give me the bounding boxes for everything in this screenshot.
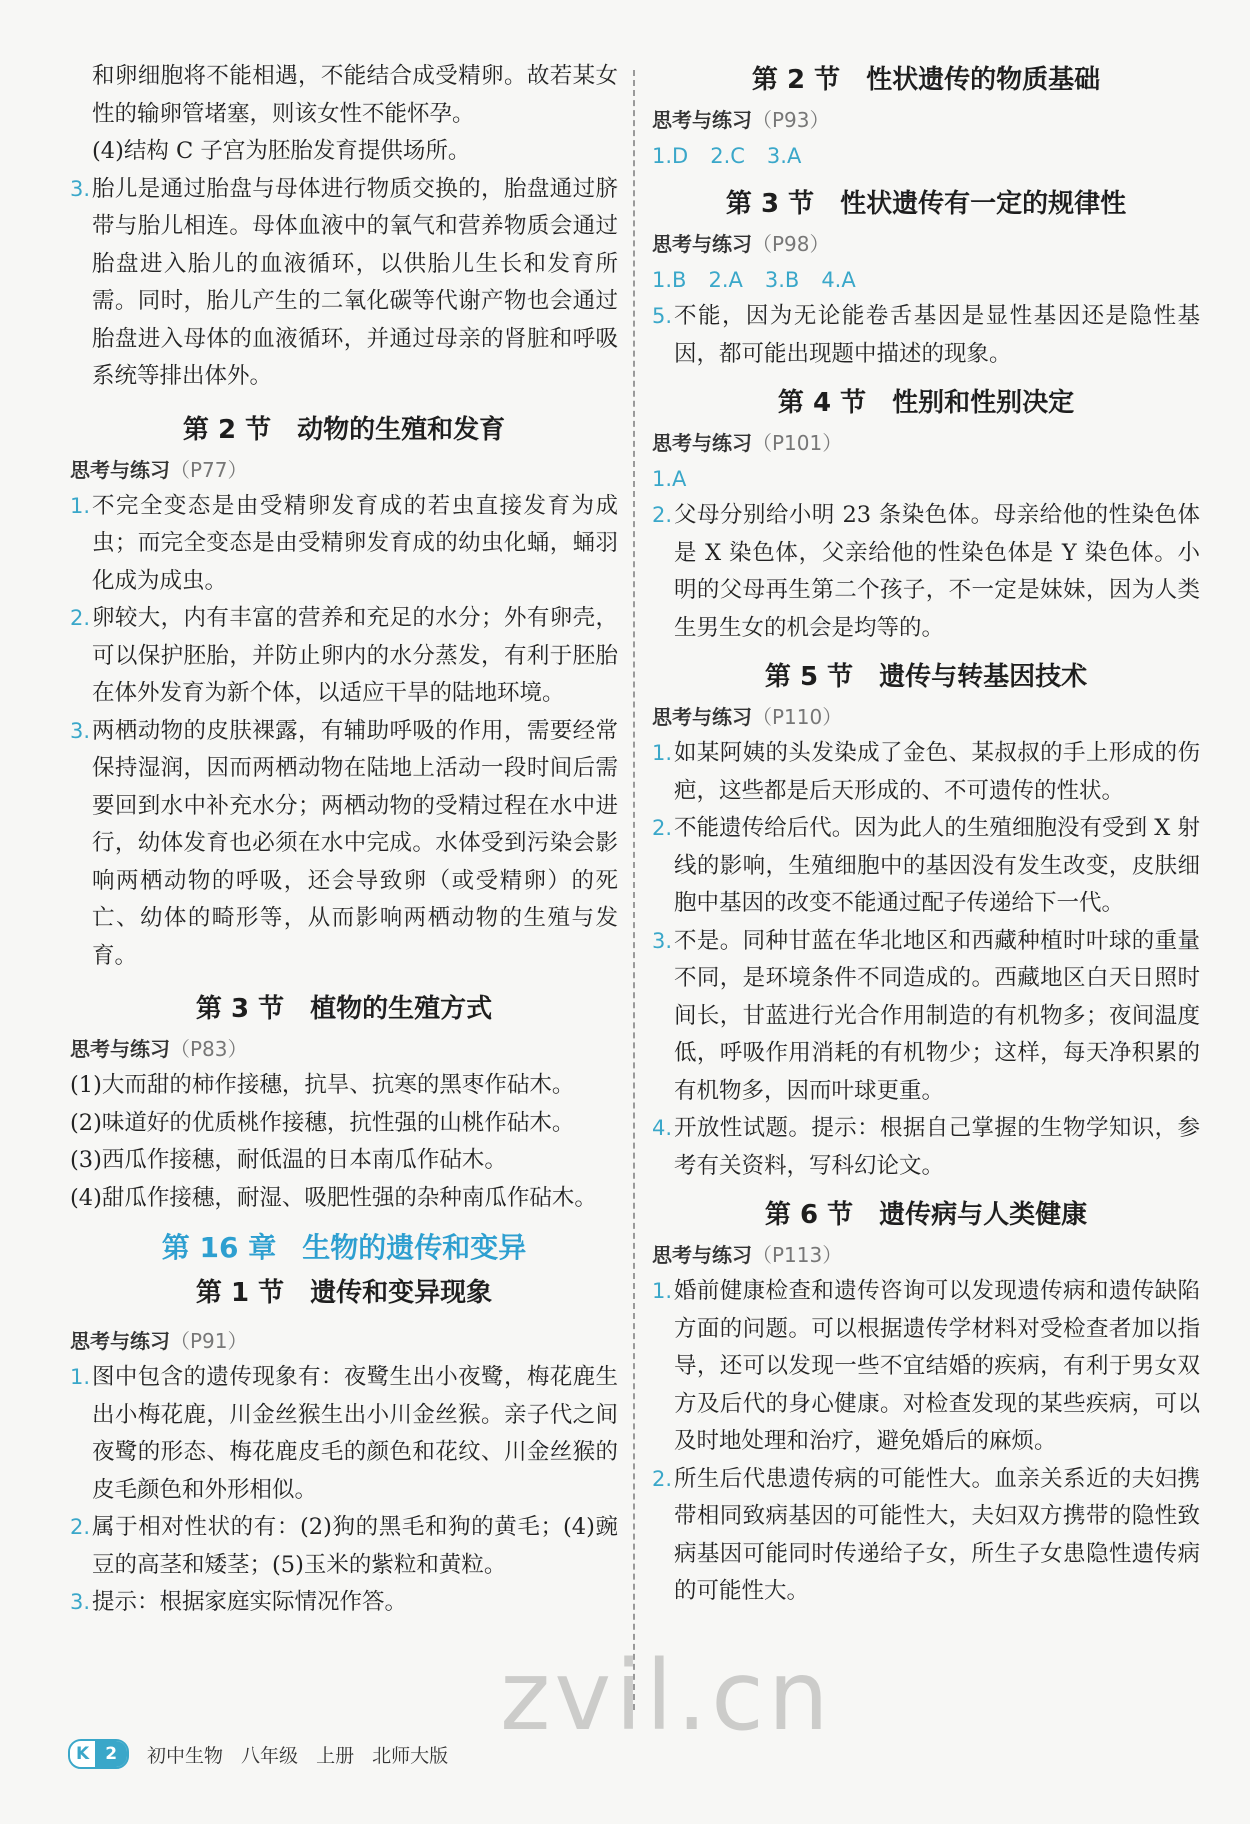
question-item: 3. 提示：根据家庭实际情况作答。 <box>70 1589 408 1615</box>
question-item: 1. 如某阿姨的头发染成了金色、某叔叔的手上形成的伤疤，这些都是后天形成的、不可遗传的性状。 <box>652 740 1200 804</box>
practice-label: 思考与练习（P101） <box>652 431 843 455</box>
practice-label: 思考与练习（P93） <box>652 108 830 132</box>
section-title: 第 5 节 遗传与转基因技术 <box>764 662 1088 692</box>
question-item: 3. 胎儿是通过胎盘与母体进行物质交换的，胎盘通过脐带与胎儿相连。母体血液中的氧气和营养物质会通过胎盘进入胎儿的血液循环，以供胎儿生长和发育所需。同时，胎儿产生的二氧化碳等代谢产物也会通过胎盘进入母体的血液循环，并通过母亲的肾脏和呼吸系统等排出体外。 <box>70 175 618 389</box>
answer-line: (1)大而甜的柿作接穗，抗旱、抗寒的黑枣作砧木。 <box>70 1072 575 1098</box>
question-item: 2. 父母分别给小明 23 条染色体。母亲给他的性染色体是 X 染色体，父亲给他的性染色体是 Y 染色体。小明的父母再生第二个孩子，不一定是妹妹，因为人类生男生女的机会是均等的。 <box>652 502 1200 641</box>
question-item: 5. 不能，因为无论能卷舌基因是显性基因还是隐性基因，都可能出现题中描述的现象。 <box>652 303 1200 367</box>
practice-label: 思考与练习（P110） <box>652 705 843 729</box>
question-item: 1. 图中包含的遗传现象有：夜鹭生出小夜鹭，梅花鹿生出小梅花鹿，川金丝猴生出小川金丝猴。亲子代之间夜鹭的形态、梅花鹿皮毛的颜色和花纹、川金丝猴的皮毛颜色和外形相似。 <box>70 1364 618 1503</box>
choice-answers: 1.D 2.C 3.A <box>652 144 802 168</box>
practice-label: 思考与练习（P83） <box>70 1037 248 1061</box>
practice-label: 思考与练习（P91） <box>70 1329 248 1353</box>
question-item: 2. 卵较大，内有丰富的营养和充足的水分；外有卵壳，可以保护胚胎，并防止卵内的水分蒸发，有利于胚胎在体外发育为新个体，以适应干旱的陆地环境。 <box>70 605 618 706</box>
left-column <box>70 58 618 1622</box>
intro-line: 和卵细胞将不能相遇，不能结合成受精卵。故若某女性的输卵管堵塞，则该女性不能怀孕。 <box>92 63 618 127</box>
subject-label: 初中生物 <box>147 1744 224 1767</box>
section-title: 第 6 节 遗传病与人类健康 <box>764 1200 1088 1230</box>
section-title: 第 4 节 性别和性别决定 <box>777 388 1075 418</box>
question-item: 4. 开放性试题。提示：根据自己掌握的生物学知识，参考有关资料，写科幻论文。 <box>652 1115 1200 1179</box>
right-column <box>652 58 1200 1611</box>
question-item: 2. 属于相对性状的有：(2)狗的黑毛和狗的黄毛；(4)豌豆的高茎和矮茎；(5)玉米的紫粒和黄粒。 <box>70 1514 618 1578</box>
answer-line: (4)甜瓜作接穗，耐湿、吸肥性强的杂种南瓜作砧木。 <box>70 1184 597 1211</box>
practice-label: 思考与练习（P98） <box>652 232 830 256</box>
section-title: 第 3 节 植物的生殖方式 <box>195 994 493 1024</box>
choice-answers: 1.B 2.A 3.B 4.A <box>652 268 856 292</box>
column-divider <box>633 70 635 1710</box>
practice-label: 思考与练习（P77） <box>70 457 248 482</box>
chapter-title: 第 16 章 生物的遗传和变异 <box>161 1231 527 1264</box>
page-number-badge <box>68 1739 129 1769</box>
section-title: 第 2 节 动物的生殖和发育 <box>182 414 506 445</box>
question-item: 2. 所生后代患遗传病的可能性大。血亲关系近的夫妇携带相同致病基因的可能性大，夫妇双方携带的隐性致病基因可能同时传递给子女，所生子女患隐性遗传病的可能性大。 <box>652 1465 1200 1604</box>
question-item: 3. 两栖动物的皮肤裸露，有辅助呼吸的作用，需要经常保持湿润，因而两栖动物在陆地上活动一段时间后需要回到水中补充水分；两栖动物的受精过程在水中进行，幼体发育也必须在水中完成。水体受到污染会影响两栖动物的呼吸，还会导致卵（或受精卵）的死亡、幼体的畸形等，从而影响两栖动物的生殖与发育。 <box>70 717 618 969</box>
practice-label: 思考与练习（P113） <box>652 1243 843 1267</box>
edition-label: 北师大版 <box>372 1744 449 1767</box>
section-title: 第 3 节 性状遗传有一定的规律性 <box>725 189 1127 219</box>
answer-line: (3)西瓜作接穗，耐低温的日本南瓜作砧木。 <box>70 1147 507 1173</box>
grade-label: 八年级 <box>241 1744 299 1767</box>
question-item: 1. 不完全变态是由受精卵发育成的若虫直接发育为成虫；而完全变态是由受精卵发育成的幼虫化蛹，蛹羽化成为成虫。 <box>70 492 618 594</box>
watermark: zvil.cn <box>500 1640 833 1752</box>
question-item: 3. 不是。同种甘蓝在华北地区和西藏种植时叶球的重量不同，是环境条件不同造成的。西藏地区白天日照时间长，甘蓝进行光合作用制造的有机物多；夜间温度低，呼吸作用消耗的有机物少；这样，每天净积累的有机物多，因而叶球更重。 <box>652 927 1200 1104</box>
volume-label: 上册 <box>316 1744 355 1767</box>
answer-line: (2)味道好的优质桃作接穗，抗性强的山桃作砧木。 <box>70 1109 575 1136</box>
page-footer <box>68 1738 448 1770</box>
section-title: 第 2 节 性状遗传的物质基础 <box>751 65 1101 95</box>
page-number: 2 <box>95 1741 127 1767</box>
choice-answers: 1.A <box>652 467 687 491</box>
intro-line: (4)结构 C 子宫为胚胎发育提供场所。 <box>92 138 471 164</box>
question-item: 2. 不能遗传给后代。因为此人的生殖细胞没有受到 X 射线的影响，生殖细胞中的基因没有发生改变，皮肤细胞中基因的改变不能通过配子传递给下一代。 <box>652 815 1200 916</box>
question-item: 1. 婚前健康检查和遗传咨询可以发现遗传病和遗传缺陷方面的问题。可以根据遗传学材料对受检查者加以指导，还可以发现一些不宜结婚的疾病，有利于男女双方及后代的身心健康。对检查发现的某些疾病，可以及时地处理和治疗，避免婚后的麻烦。 <box>652 1278 1200 1454</box>
book-logo-icon: K <box>70 1741 95 1767</box>
section-title: 第 1 节 遗传和变异现象 <box>195 1278 493 1308</box>
